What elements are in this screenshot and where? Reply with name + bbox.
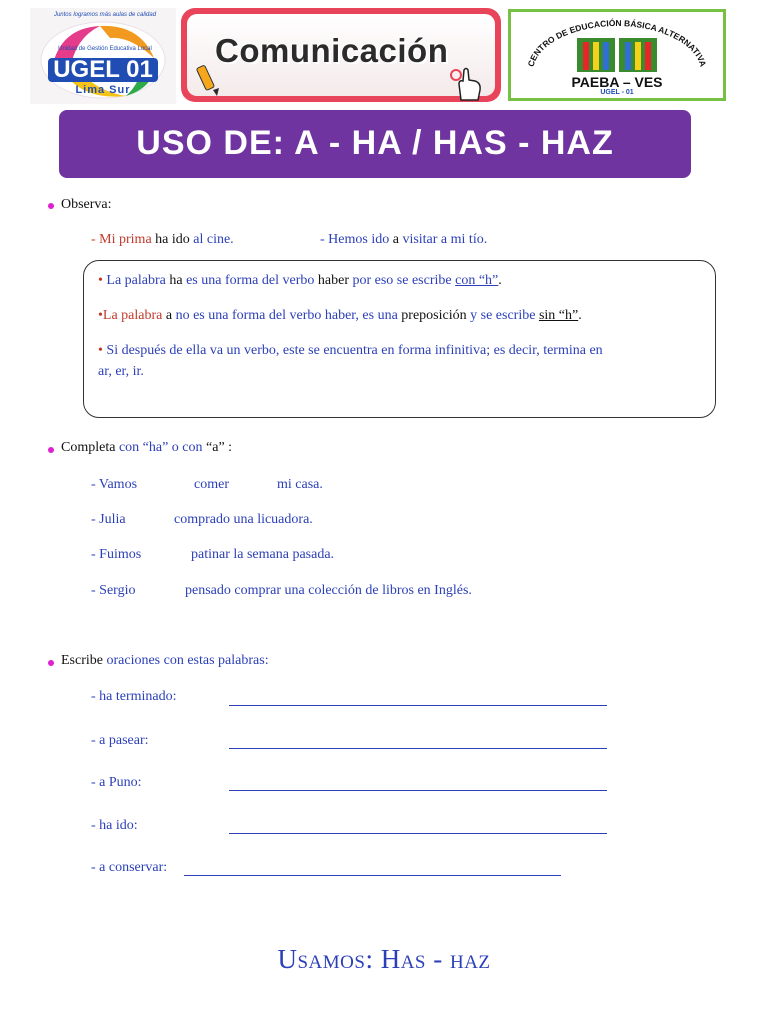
rule-1 bbox=[98, 273, 502, 289]
svg-text:CENTRO DE EDUCACIÓN BÁSICA ALT bbox=[526, 17, 709, 68]
rule-1-text-b: ha bbox=[169, 273, 183, 288]
completa-item-2-start: - Julia bbox=[91, 512, 126, 527]
paeba-sub: UGEL - 01 bbox=[600, 89, 634, 96]
paeba-name: PAEBA – VES bbox=[571, 74, 663, 90]
rule-2-text-a: •La palabra bbox=[98, 308, 166, 323]
next-section-heading: Usamos: Has - haz bbox=[277, 944, 491, 974]
escribe-text-a: Escribe bbox=[61, 653, 107, 668]
escribe-item-2: - a pasear: bbox=[91, 733, 149, 748]
completa-text-d: “a” bbox=[206, 440, 225, 455]
example-2-key: a bbox=[392, 232, 399, 247]
rule-1-bullet: • bbox=[98, 273, 103, 288]
escribe-item-1: - ha terminado: bbox=[91, 689, 177, 704]
rule-2 bbox=[98, 308, 582, 324]
completa-text-b: con “ha” bbox=[118, 440, 169, 455]
bullet-icon bbox=[48, 660, 54, 666]
banner-panel bbox=[187, 14, 495, 96]
subject-banner bbox=[181, 8, 501, 102]
answer-line-5[interactable] bbox=[184, 875, 561, 876]
bullet-icon bbox=[48, 447, 54, 453]
completa-item-1-middle: comer bbox=[194, 477, 229, 492]
rule-2-text-g: . bbox=[578, 308, 582, 323]
completa-text-c: o con bbox=[168, 440, 207, 455]
escribe-item-3: - a Puno: bbox=[91, 775, 142, 790]
page-title: USO DE: A - HA / HAS - HAZ bbox=[136, 124, 614, 162]
example-2-end: visitar a mi tío. bbox=[398, 232, 488, 247]
observa-label: Observa: bbox=[61, 197, 112, 212]
completa-item-3-end: patinar la semana pasada. bbox=[191, 547, 335, 562]
escribe-instruction bbox=[61, 653, 269, 669]
example-2-start: - Hemos ido bbox=[320, 232, 393, 247]
rule-2-text-e: y se escribe bbox=[466, 308, 539, 323]
title-banner bbox=[59, 110, 691, 178]
example-1 bbox=[91, 232, 234, 248]
escribe-item-5: - a conservar: bbox=[91, 860, 168, 875]
ugel-subtitle: Unidad de Gestión Educativa Local bbox=[58, 46, 152, 52]
paeba-logo bbox=[508, 9, 726, 101]
example-1-key: ha ido bbox=[155, 232, 190, 247]
answer-line-2[interactable] bbox=[229, 748, 607, 749]
rule-2-text-b: a bbox=[165, 308, 173, 323]
answer-line-1[interactable] bbox=[229, 705, 607, 706]
example-1-end: al cine. bbox=[189, 232, 234, 247]
example-2 bbox=[320, 232, 487, 248]
escribe-item-4: - ha ido: bbox=[91, 818, 138, 833]
answer-line-4[interactable] bbox=[229, 833, 607, 834]
rule-3 bbox=[98, 343, 708, 359]
paeba-arc-text: CENTRO DE EDUCACIÓN BÁSICA ALTERNATIVA bbox=[525, 17, 709, 68]
completa-item-4-start: - Sergio bbox=[91, 583, 136, 598]
answer-line-3[interactable] bbox=[229, 790, 607, 791]
example-1-start: - Mi prima bbox=[91, 232, 156, 247]
rule-2-text-d: preposición bbox=[401, 308, 467, 323]
ugel-name: UGEL 01 bbox=[53, 56, 153, 83]
completa-item-4-end: pensado comprar una colección de libros en Inglés. bbox=[185, 583, 472, 598]
rule-2-text-f: sin “h” bbox=[538, 308, 579, 323]
rule-3-line-2: ar, er, ir. bbox=[98, 364, 144, 379]
rule-1-text-c: es una forma del verbo bbox=[182, 273, 318, 288]
ugel-place: Lima Sur bbox=[75, 84, 131, 96]
completa-item-3-start: - Fuimos bbox=[91, 547, 142, 562]
rule-1-text-f: con “h” bbox=[455, 273, 499, 288]
rule-1-text-e: por eso se escribe bbox=[348, 273, 456, 288]
subject-title: Comunicación bbox=[215, 32, 449, 69]
completa-instruction bbox=[61, 440, 232, 456]
completa-text-a: Completa bbox=[61, 440, 119, 455]
ugel-motto: Juntos logramos más aulas de calidad bbox=[53, 12, 157, 18]
rule-1-text-a: La palabra bbox=[102, 273, 170, 288]
ugel-logo bbox=[30, 8, 176, 104]
rule-3-bullet: • bbox=[98, 343, 103, 358]
bullet-icon bbox=[48, 203, 54, 209]
rule-2-text-c: no es una forma del verbo haber, es una bbox=[172, 308, 402, 323]
completa-item-2-end: comprado una licuadora. bbox=[174, 512, 313, 527]
escribe-text-b: oraciones con estas palabras: bbox=[106, 653, 269, 668]
pencil-icon bbox=[195, 60, 229, 96]
rule-3-line-1: Si después de ella va un verbo, este se encuentra en forma infinitiva; es decir, termina en bbox=[102, 343, 603, 358]
completa-item-1-end: mi casa. bbox=[277, 477, 323, 492]
completa-text-e: : bbox=[224, 440, 233, 455]
hand-cursor-icon bbox=[449, 66, 489, 102]
rule-1-text-g: . bbox=[498, 273, 502, 288]
completa-item-1-start: - Vamos bbox=[91, 477, 138, 492]
rule-1-text-d: haber bbox=[317, 273, 349, 288]
